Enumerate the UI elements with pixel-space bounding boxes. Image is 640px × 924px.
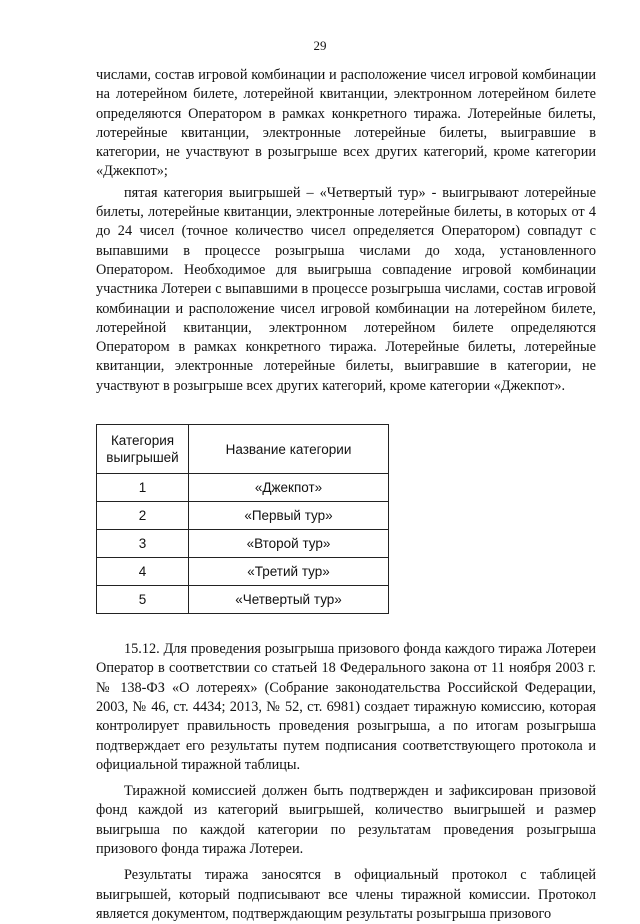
paragraph-category-5: пятая категория выигрышей – «Четвертый тур» - выигрывают лотерейные билеты, лотерейные квитанции, электронные лотерейные билеты, в которых от 4 до 24 чисел (точное количество чисел определяется Оператором) совпадут с выпавшими в процессе розыгрыша числами до хода, установленного Оператором. Необходимое для выигрыша совпадение игровой комбинации участника Лотереи с выпавшими в процессе розыгрыша числами, состав игровой комбинации и расположение чисел игровой комбинации на лотерейном билете, лотерейной квитанции, электронном лотерейном билете определяются Оператором в рамках конкретного тиража. Лотерейные билеты, лотерейные квитанции, электронные лотерейные билеты, выигравшие в категории, не участвуют в розыгрыше всех других категорий, кроме категории «Джекпот». (96, 184, 596, 394)
table-row (97, 558, 389, 586)
table-row (97, 502, 389, 530)
header-category: Категория выигрышей (97, 425, 189, 474)
table-row (97, 474, 389, 502)
category-number: 3 (97, 530, 189, 558)
category-name: «Третий тур» (189, 558, 389, 586)
category-number: 5 (97, 586, 189, 614)
category-name: «Первый тур» (189, 502, 389, 530)
document-body (96, 66, 596, 924)
paragraph-category-4-end: числами, состав игровой комбинации и расположение чисел игровой комбинации на лотерейном билете, лотерейной квитанции, электронном лотерейном билете определяются Оператором в рамках конкретного тиража. Лотерейные билеты, лотерейные квитанции, электронные лотерейные билеты, выигравшие в категории, не участвуют в розыгрыше всех других категорий, кроме категории «Джекпот»; (96, 67, 596, 180)
paragraph-15-12: 15.12. Для проведения розыгрыша призового фонда каждого тиража Лотереи Оператор в соответствии со статьей 18 Федерального закона от 11 ноября 2003 г. № 138-ФЗ «О лотереях» (Собрание законодательства Российской Федерации, 2003, № 46, ст. 4434; 2013, № 52, ст. 6981) создает тиражную комиссию, которая контролирует правильность проведения розыгрыша, а по итогам розыгрыша подтверждает его результаты путем подписания соответствующего протокола и официальной тиражной таблицы. (96, 641, 596, 773)
category-number: 2 (97, 502, 189, 530)
table-header-row (97, 425, 389, 474)
table-row (97, 530, 389, 558)
category-number: 1 (97, 474, 189, 502)
page-number: 29 (313, 38, 327, 53)
category-name: «Второй тур» (189, 530, 389, 558)
header-category-name: Название категории (189, 425, 389, 474)
paragraph-draw-results: Результаты тиража заносятся в официальный протокол с таблицей выигрышей, который подписывают все члены тиражной комиссии. Протокол является документом, подтверждающим результаты розыгрыша призового (96, 867, 596, 922)
category-name: «Джекпот» (189, 474, 389, 502)
prize-categories-table (96, 424, 389, 614)
category-name: «Четвертый тур» (189, 586, 389, 614)
category-number: 4 (97, 558, 189, 586)
paragraph-commission-confirmation: Тиражной комиссией должен быть подтвержден и зафиксирован призовой фонд каждой из категорий выигрышей, количество выигрышей и размер выигрыша по каждой категории по результатам проведения розыгрыша призового фонда тиража Лотереи. (96, 783, 596, 858)
table-row (97, 586, 389, 614)
